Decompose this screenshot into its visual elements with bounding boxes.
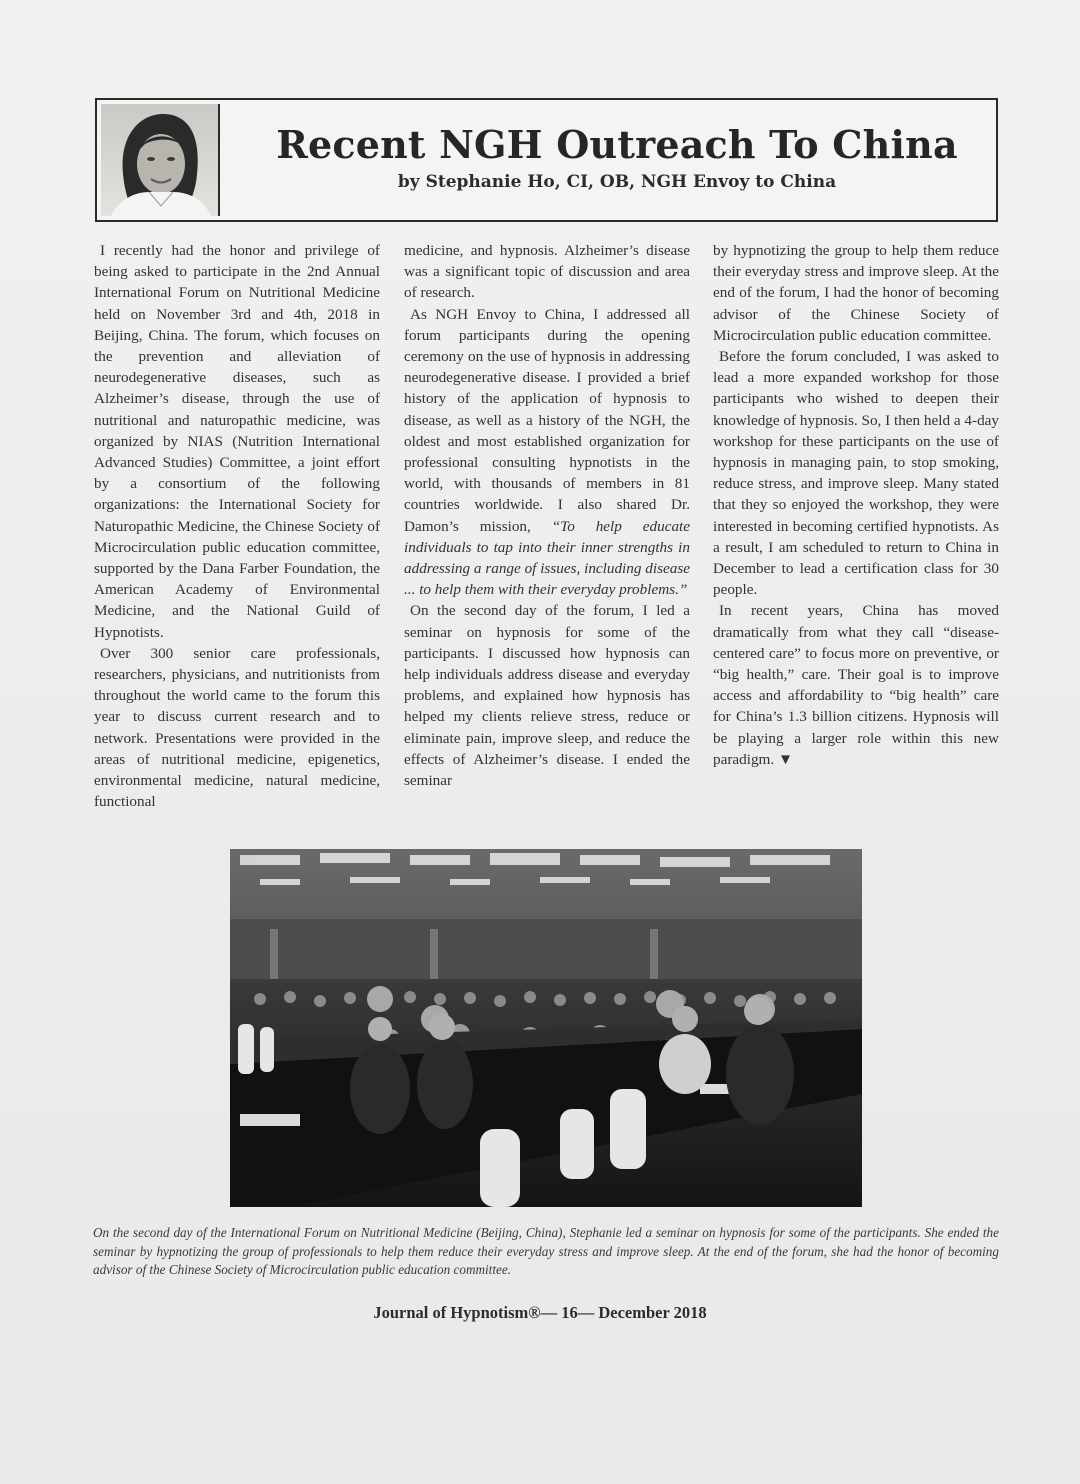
paragraph: On the second day of the forum, I led a seminar on hypnosis for some of the participants. I discussed how hypnosis can help individuals address disease and everyday problems, and explained how hypnosis has helped my clients relieve stress, reduce or eliminate pain, improve sleep, and reduce the effects of Alzheimer’s disease. I ended the seminar — [404, 602, 690, 790]
mission-quote: “To help educate individuals to tap into their inner strengths in addressing a range of issues, including disease ... to help them with their everyday problems.” — [404, 517, 690, 599]
photo-caption: On the second day of the International Forum on Nutritional Medicine (Beijing, China), Stephanie led a seminar on hypnosis for some of the participants. She ended the seminar by hypnotizing the group of professionals to help them reduce their everyday stress and improve sleep. At the end of the forum, she had the honor of becoming advisor of the Chinese Society of Microcirculation public education committee. — [93, 1225, 999, 1277]
paragraph: I recently had the honor and privilege of being asked to participate in the 2nd Annual International Forum on Nutritional Medicine held on November 3rd and 4th, 2018 in Beijing, China. The forum, which focuses on the prevention and alleviation of neurodegenerative diseases, such as Alzheimer’s disease, through the use of nutritional and naturopathic medicine, was organized by NIAS (Nutrition International Advanced Studies) Committee, a joint effort by a consortium of the following organizations: the International Society for Naturopathic Medicine, the Chinese Society of Microcirculation public education committee, supported by the Dana Farber Foundation, the American Academy of Environmental Medicine, and the National Guild of Hypnotists. — [94, 242, 380, 641]
conference-photo — [230, 849, 862, 1207]
paragraph: In recent years, China has moved dramatically from what they call “disease-centered care” to focus more on preventive, or “big health,” care. Their goal is to improve access and affordability to “big health” care for China’s 1.3 billion citizens. Hypnosis will be playing a larger role within this new paradigm. ▼ — [713, 602, 999, 768]
text-column-2 — [404, 240, 690, 840]
author-portrait — [101, 104, 220, 216]
text-column-1 — [94, 240, 380, 840]
page-footer: Journal of Hypnotism®— 16— December 2018 — [373, 1303, 707, 1322]
paragraph-text: As NGH Envoy to China, I addressed all forum participants during the opening ceremony on the use of hypnosis in addressing neurodegenerative disease. I provided a brief history of the application of hypnosis to disease, as well as a history of the NGH, the oldest and most established organization for professional consulting hypnotists in the world, with thousands of members in 81 countries worldwide. I also shared Dr. Damon’s mission, — [404, 305, 690, 535]
paragraph: Before the forum concluded, I was asked to lead a more expanded workshop for those participants who wished to deepen their knowledge of hypnosis. So, I then held a 4-day workshop for these participants on the use of hypnosis in managing pain, to stop smoking, reduce stress, and improve sleep. Many stated that they so enjoyed the workshop, they were interested in becoming certified hypnotists. As a result, I am scheduled to return to China in December to lead a certification class for 30 people. — [713, 348, 999, 599]
article-byline: by Stephanie Ho, CI, OB, NGH Envoy to China — [397, 172, 837, 192]
portrait-photo-icon — [101, 104, 218, 216]
paragraph: by hypnotizing the group to help them reduce their everyday stress and improve sleep. At the end of the forum, I had the honor of becoming advisor of the Chinese Society of Microcirculation public education committee. — [713, 242, 999, 344]
conference-photo-icon — [230, 849, 862, 1207]
article-title: Recent NGH Outreach To China — [276, 122, 958, 167]
paragraph — [404, 304, 690, 601]
article-header — [95, 98, 998, 222]
text-column-3 — [713, 240, 999, 840]
paragraph: medicine, and hypnosis. Alzheimer’s disease was a significant topic of discussion and area of research. — [404, 242, 690, 302]
paragraph: Over 300 senior care professionals, researchers, physicians, and nutritionists from throughout the world came to the forum this year to discuss current research and to network. Presentations were provided in the areas of nutritional medicine, epigenetics, environmental medicine, natural medicine, functional — [94, 644, 380, 811]
